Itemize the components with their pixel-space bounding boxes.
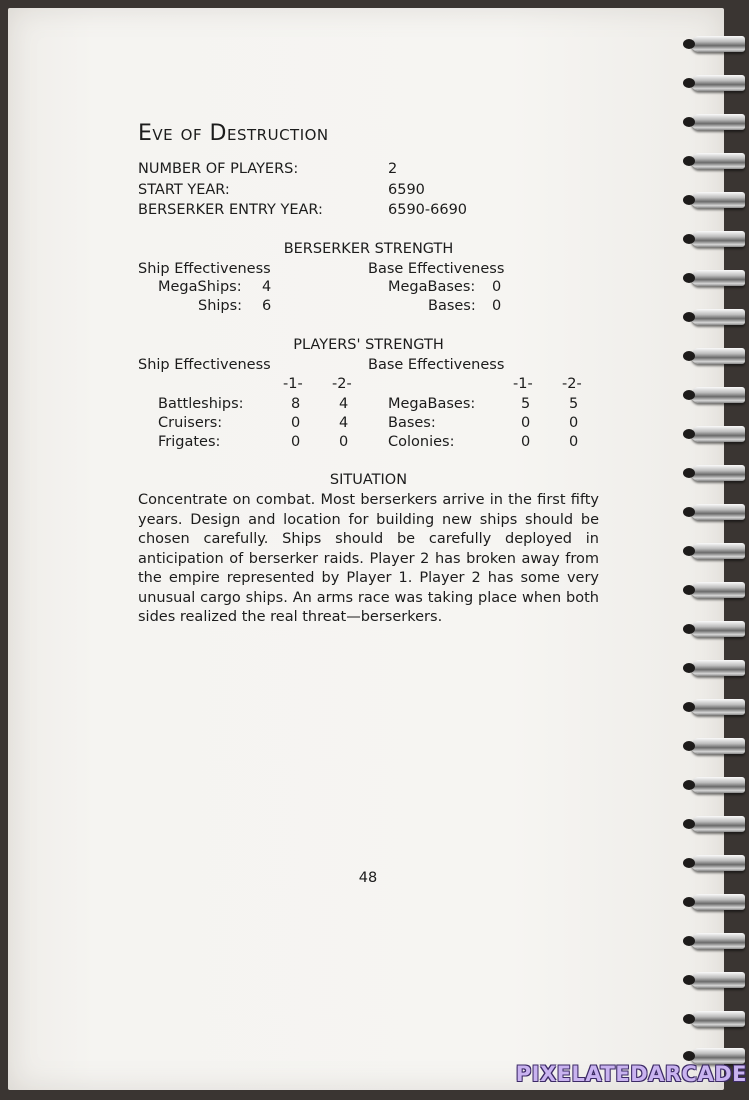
binding-ring <box>691 36 745 52</box>
ships-value: 6 <box>262 298 272 314</box>
cruisers-p2: 4 <box>339 415 349 431</box>
megabases-label: MegaBases: <box>388 396 476 412</box>
start-year-value: 6590 <box>388 182 425 198</box>
berserker-ship-effectiveness-label: Ship Effectiveness <box>138 261 271 277</box>
berserker-entry-value: 6590-6690 <box>388 202 468 218</box>
players-count-value: 2 <box>388 161 398 177</box>
binding-ring <box>691 816 745 832</box>
watermark-logo: PIXELATEDARCADE <box>515 1062 747 1086</box>
binding-ring <box>691 855 745 871</box>
book-page <box>8 8 724 1090</box>
binding-ring <box>691 933 745 949</box>
binding-ring <box>691 348 745 364</box>
berserker-bases-label: Bases: <box>428 298 476 314</box>
megaships-label: MegaShips: <box>158 279 242 295</box>
berserker-base-effectiveness-label: Base Effectiveness <box>368 261 505 277</box>
spiral-binding <box>689 30 749 1070</box>
berserker-megabases-label: MegaBases: <box>388 279 476 295</box>
battleships-p1: 8 <box>291 396 301 412</box>
binding-ring <box>691 153 745 169</box>
binding-ring <box>691 582 745 598</box>
binding-ring <box>691 1011 745 1027</box>
situation-text: Concentrate on combat. Most berserkers arrive in the first fifty years. Design and location for building new ships should be chosen carefully. Ships should be carefully deployed in anticipation of berserker raids. Player 2 has broken away from the empire represented by Player 1. Player 2 has some very unusual cargo ships. An arms race was taking place when both sides realized the real threat—berserkers. <box>138 492 599 625</box>
colonies-p2: 0 <box>569 434 579 450</box>
binding-ring <box>691 192 745 208</box>
frigates-label: Frigates: <box>158 434 221 450</box>
binding-ring <box>691 660 745 676</box>
page-title: Eve of Destruction <box>138 121 329 146</box>
binding-ring <box>691 75 745 91</box>
start-year-label: START YEAR: <box>138 182 230 198</box>
ship-col-player1: -1- <box>283 376 303 392</box>
ships-label: Ships: <box>198 298 243 314</box>
ship-col-player2: -2- <box>332 376 352 392</box>
megabases-p2: 5 <box>569 396 579 412</box>
binding-ring <box>691 504 745 520</box>
binding-ring <box>691 387 745 403</box>
bases-p1: 0 <box>521 415 531 431</box>
binding-ring <box>691 621 745 637</box>
binding-ring <box>691 777 745 793</box>
binding-ring <box>691 426 745 442</box>
colonies-label: Colonies: <box>388 434 455 450</box>
players-strength-heading: PLAYERS' STRENGTH <box>293 337 444 353</box>
frigates-p1: 0 <box>291 434 301 450</box>
page-number: 48 <box>358 870 378 886</box>
colonies-p1: 0 <box>521 434 531 450</box>
berserker-entry-label: BERSERKER ENTRY YEAR: <box>138 202 323 218</box>
binding-ring <box>691 738 745 754</box>
binding-ring <box>691 114 745 130</box>
binding-ring <box>691 543 745 559</box>
situation-heading: SITUATION <box>329 472 408 488</box>
cruisers-label: Cruisers: <box>158 415 223 431</box>
binding-ring <box>691 270 745 286</box>
base-col-player2: -2- <box>562 376 582 392</box>
battleships-p2: 4 <box>339 396 349 412</box>
binding-ring <box>691 231 745 247</box>
base-col-player1: -1- <box>513 376 533 392</box>
frigates-p2: 0 <box>339 434 349 450</box>
binding-ring <box>691 972 745 988</box>
megabases-p1: 5 <box>521 396 531 412</box>
binding-ring <box>691 894 745 910</box>
megaships-value: 4 <box>262 279 272 295</box>
binding-ring <box>691 309 745 325</box>
bases-p2: 0 <box>569 415 579 431</box>
battleships-label: Battleships: <box>158 396 244 412</box>
berserker-strength-heading: BERSERKER STRENGTH <box>283 241 454 257</box>
cruisers-p1: 0 <box>291 415 301 431</box>
bases-label: Bases: <box>388 415 436 431</box>
binding-ring <box>691 465 745 481</box>
players-count-label: NUMBER OF PLAYERS: <box>138 161 299 177</box>
binding-ring <box>691 699 745 715</box>
players-ship-effectiveness-label: Ship Effectiveness <box>138 357 271 373</box>
berserker-megabases-value: 0 <box>492 279 502 295</box>
berserker-bases-value: 0 <box>492 298 502 314</box>
players-base-effectiveness-label: Base Effectiveness <box>368 357 505 373</box>
